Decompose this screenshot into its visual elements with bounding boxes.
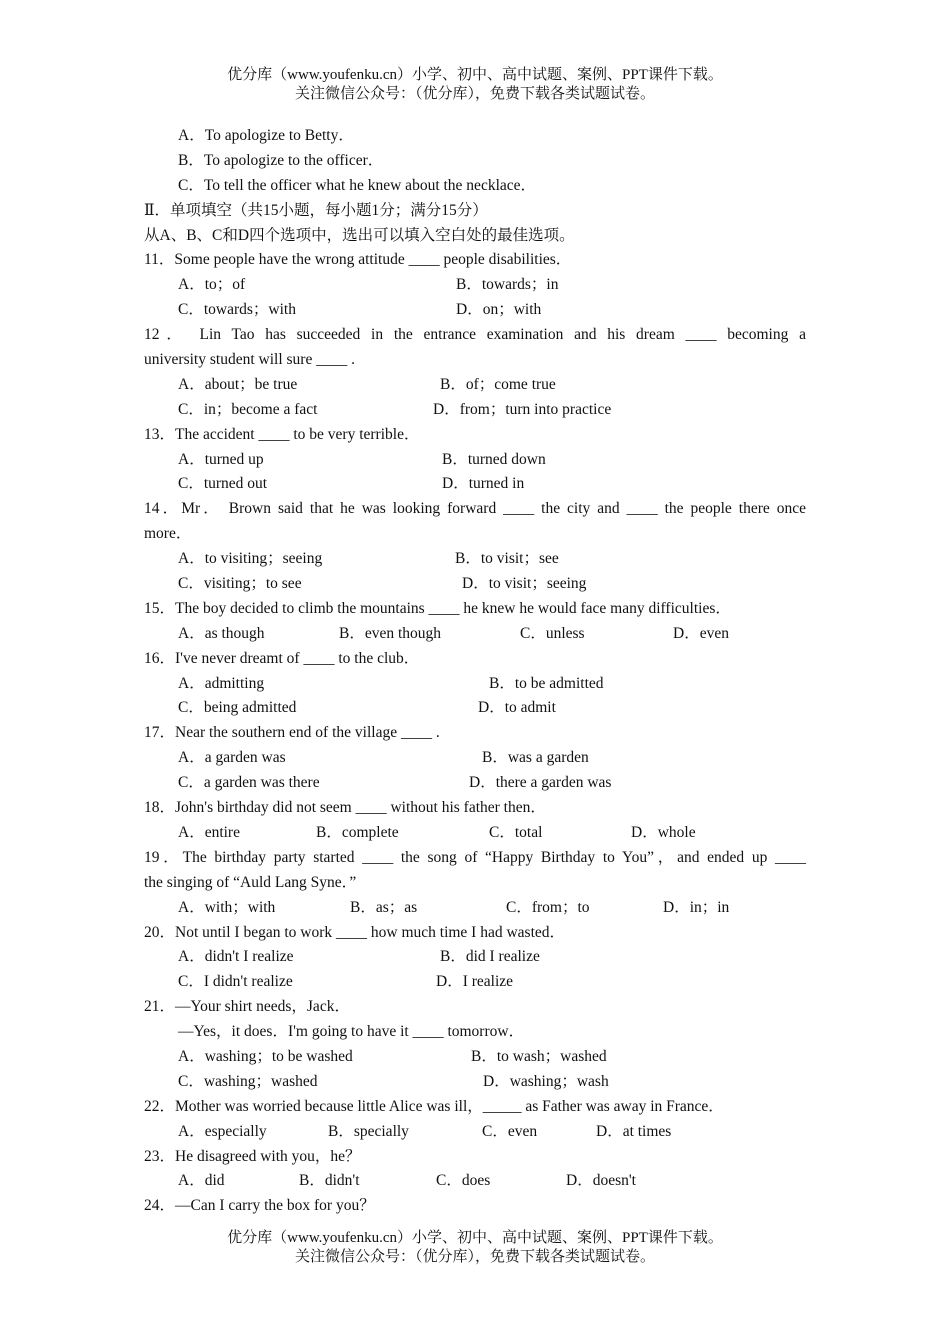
question-23-options <box>144 1169 806 1194</box>
question-20-stem: 20．Not until I began to work ____ how much time I had wasted． <box>144 923 566 941</box>
question-19-options <box>144 896 806 921</box>
option-c: C．towards；with <box>178 301 296 319</box>
option-b: B．was a garden <box>482 749 589 767</box>
option-a: A．to；of <box>178 276 246 294</box>
question-20-options-row-1 <box>144 945 806 970</box>
option-a: A．about；be true <box>178 375 298 393</box>
question-14-stem-line-2: more． <box>144 525 192 543</box>
option-a: A．entire <box>178 823 240 841</box>
option-c: C．total <box>489 823 543 841</box>
section-instruction: 从A、B、C和D四个选项中，选出可以填入空白处的最佳选项。 <box>144 226 575 244</box>
option-d: D．from；turn into practice <box>433 400 612 418</box>
option-d: D．whole <box>631 823 696 841</box>
question-21-stem-line-1: 21．—Your shirt needs，Jack． <box>144 998 350 1016</box>
question-15-options <box>144 622 806 647</box>
option-d: D．turned in <box>442 475 525 493</box>
option-d: D．washing；wash <box>483 1072 609 1090</box>
question-21-options-row-2 <box>144 1070 806 1095</box>
question-14-options-row-1 <box>144 547 806 572</box>
question-12-options-row-1 <box>144 373 806 398</box>
question-24-stem: 24．—Can I carry the box for you？ <box>144 1197 375 1215</box>
option-d: D．even <box>673 624 729 642</box>
question-18-options <box>144 821 806 846</box>
option-a: A．a garden was <box>178 749 286 767</box>
question-21-options-row-1 <box>144 1045 806 1070</box>
option-c: C．being admitted <box>178 699 297 717</box>
option-c: C．turned out <box>178 475 268 493</box>
question-12-options-row-2 <box>144 398 806 423</box>
option-b: B．complete <box>316 823 399 841</box>
option-b: B．as；as <box>350 898 418 916</box>
option-a: A．washing；to be washed <box>178 1047 353 1065</box>
option-c: C．even <box>482 1122 538 1140</box>
question-13-stem: 13．The accident ____ to be very terrible． <box>144 425 420 443</box>
question-16-options-row-1 <box>144 672 806 697</box>
option-d: D．on；with <box>456 301 542 319</box>
section-title: Ⅱ．单项填空（共15小题，每小题1分；满分15分） <box>144 201 488 219</box>
question-17-options-row-2 <box>144 771 806 796</box>
option-b: B．did I realize <box>440 948 540 966</box>
option-d: D．I realize <box>436 973 514 991</box>
option-d: D．at times <box>596 1122 672 1140</box>
question-17-options-row-1 <box>144 746 806 771</box>
option-b: B．turned down <box>442 450 546 468</box>
option-b: B．to wash；washed <box>471 1047 607 1065</box>
option-b: B．specially <box>328 1122 409 1140</box>
option-a: A．turned up <box>178 450 264 468</box>
option-b: B．didn't <box>299 1172 360 1190</box>
carry-option-c: C．To tell the officer what he knew about the necklace． <box>178 176 537 194</box>
question-20-options-row-2 <box>144 970 806 995</box>
option-d: D．there a garden was <box>469 774 612 792</box>
option-c: C．washing；washed <box>178 1072 318 1090</box>
option-b: B．even though <box>339 624 442 642</box>
question-14-options-row-2 <box>144 572 806 597</box>
option-a: A．to visiting；seeing <box>178 550 323 568</box>
question-12-stem-line-2: university student will sure ____ . <box>144 351 355 369</box>
question-15-stem: 15．The boy decided to climb the mountains ____ he knew he would face many difficulties． <box>144 599 731 617</box>
option-d: D．to visit；seeing <box>462 575 587 593</box>
question-21-stem-line-2: —Yes，it does．I'm going to have it ____ tomorrow． <box>178 1023 525 1041</box>
exam-content <box>144 124 806 1219</box>
option-a: A．admitting <box>178 674 265 692</box>
option-a: A．didn't I realize <box>178 948 294 966</box>
question-23-stem: 23．He disagreed with you，he？ <box>144 1147 361 1165</box>
option-c: C．from；to <box>506 898 590 916</box>
footer-line-2: 关注微信公众号：（优分库），免费下载各类试题试卷。 <box>294 1249 655 1265</box>
option-d: D．doesn't <box>566 1172 636 1190</box>
question-11-stem: 11．Some people have the wrong attitude ____ people disabilities． <box>144 251 572 269</box>
header-line-2: 关注微信公众号：（优分库），免费下载各类试题试卷。 <box>294 86 655 102</box>
option-c: C．I didn't realize <box>178 973 293 991</box>
question-13-options-row-1 <box>144 448 806 473</box>
carry-option-a: A．To apologize to Betty． <box>178 127 354 144</box>
question-18-stem: 18．John's birthday did not seem ____ without his father then． <box>144 799 546 817</box>
page-footer <box>0 1229 950 1267</box>
question-11-options-row-1 <box>144 273 806 298</box>
option-c: C．does <box>436 1172 491 1190</box>
page-header <box>0 66 950 104</box>
option-c: C．visiting；to see <box>178 575 302 593</box>
option-a: A．did <box>178 1172 225 1190</box>
question-12-stem-line-1: 12． Lin Tao has succeeded in the entrance examination and his dream ____ becoming a <box>144 326 806 344</box>
option-b: B．of；come true <box>440 375 556 393</box>
question-11-options-row-2 <box>144 298 806 323</box>
option-c: C．in；become a fact <box>178 400 318 418</box>
question-19-stem-line-1: 19．The birthday party started ____ the song of “Happy Birthday to You”，and ended up ____ <box>144 848 806 866</box>
option-d: D．in；in <box>663 898 730 916</box>
option-a: A．especially <box>178 1122 267 1140</box>
option-a: A．as though <box>178 624 265 642</box>
option-a: A．with；with <box>178 898 276 916</box>
question-16-stem: 16．I've never dreamt of ____ to the club． <box>144 649 420 667</box>
question-22-options <box>144 1120 806 1145</box>
footer-line-1: 优分库（www.youfenku.cn）小学、初中、高中试题、案例、PPT课件下载。 <box>227 1230 723 1246</box>
question-13-options-row-2 <box>144 472 806 497</box>
option-c: C．unless <box>520 624 585 642</box>
question-16-options-row-2 <box>144 696 806 721</box>
option-b: B．towards；in <box>456 276 559 294</box>
question-14-stem-line-1: 14．Mr． Brown said that he was looking forward ____ the city and ____ the people there once <box>144 500 806 518</box>
header-line-1: 优分库（www.youfenku.cn）小学、初中、高中试题、案例、PPT课件下载。 <box>227 67 723 83</box>
carry-option-b: B．To apologize to the officer． <box>178 151 384 169</box>
option-b: B．to be admitted <box>489 674 604 692</box>
question-22-stem: 22．Mother was worried because little Alice was ill，_____ as Father was away in France． <box>144 1097 724 1115</box>
option-b: B．to visit；see <box>455 550 559 568</box>
option-c: C．a garden was there <box>178 774 320 792</box>
question-19-stem-line-2: the singing of “Auld Lang Syne．” <box>144 873 357 891</box>
question-17-stem: 17．Near the southern end of the village ____ . <box>144 724 440 742</box>
option-d: D．to admit <box>478 699 556 717</box>
